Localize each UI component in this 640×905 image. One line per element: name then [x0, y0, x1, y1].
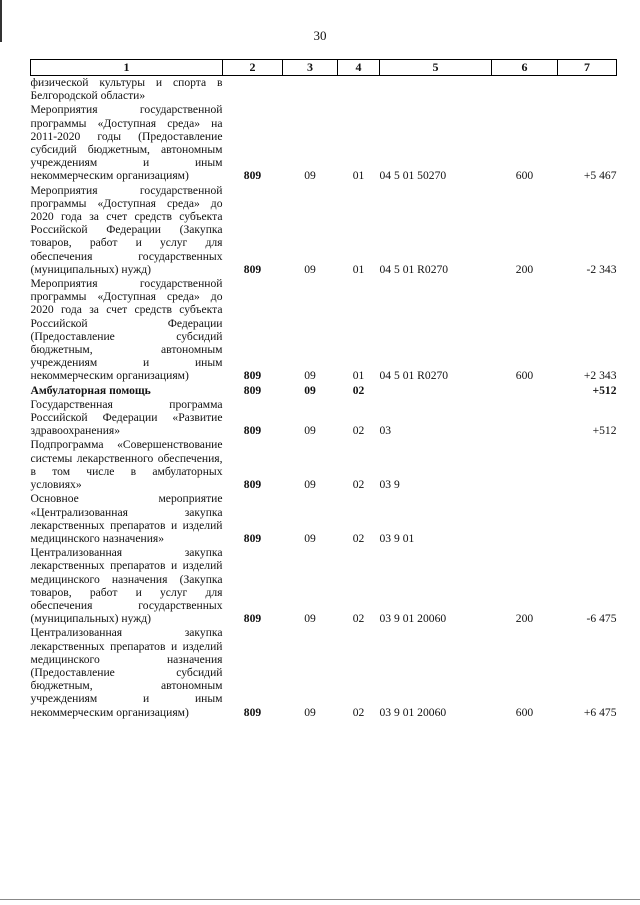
table-row	[31, 438, 617, 492]
cell-c4: 01	[352, 262, 365, 276]
cell-c3: 09	[304, 424, 316, 438]
cell-c4	[338, 76, 380, 104]
row-description: Государственная программа Российской Федерации «Развитие здравоохранения»	[30, 397, 223, 438]
cell-c6: 600	[515, 369, 534, 383]
row-description: Амбулаторная помощь	[30, 383, 151, 397]
column-header-2: 2	[223, 60, 283, 76]
cell-c4: 02	[352, 383, 365, 397]
budget-table	[30, 59, 617, 720]
row-description: Мероприятия государственной программы «Доступная среда» до 2020 года за счет средств субъекта Российской Федерации (Предоставление субсидий бюджетным, автономным учреждениям и иным некоммерческим организациям)	[30, 277, 223, 383]
table-row	[31, 184, 617, 277]
row-description: Централизованная закупка лекарственных препаратов и изделий медицинского назначения (Предоставление субсидий бюджетным, автономным учреждениям и иным некоммерческим организациям)	[30, 626, 223, 719]
cell-c2: 809	[243, 612, 262, 626]
column-header-4: 4	[338, 60, 380, 76]
bottom-edge-line	[0, 899, 640, 900]
row-description: Подпрограмма «Совершенствование системы лекарственного обеспечения, в том числе в амбулаторных условиях»	[30, 438, 223, 492]
cell-c3: 09	[304, 169, 316, 183]
cell-c6	[492, 492, 558, 546]
cell-c7: -6 475	[586, 612, 617, 626]
cell-c5	[380, 76, 492, 104]
cell-c7: -2 343	[586, 262, 617, 276]
cell-c6: 600	[515, 705, 534, 719]
cell-c7: +5 467	[583, 169, 617, 183]
cell-c4: 02	[352, 531, 365, 545]
cell-c7: +512	[592, 383, 617, 397]
table-row	[31, 76, 617, 104]
cell-c2: 809	[243, 369, 262, 383]
column-header-6: 6	[492, 60, 558, 76]
cell-c5: 03 9 01 20060	[379, 612, 447, 626]
cell-c2: 809	[243, 531, 262, 545]
table-body	[31, 76, 617, 720]
table-row	[31, 277, 617, 384]
cell-c7: +512	[592, 424, 617, 438]
page-number: 30	[313, 28, 327, 43]
cell-c5: 04 5 01 50270	[379, 169, 447, 183]
row-description: Централизованная закупка лекарственных препаратов и изделий медицинского назначения (Закупка товаров, работ и услуг для обеспечения государственных (муниципальных) нужд)	[30, 546, 223, 626]
cell-c5: 03 9 01	[379, 531, 415, 545]
cell-c6	[492, 438, 558, 492]
cell-c3: 09	[304, 612, 316, 626]
cell-c7	[558, 76, 617, 104]
cell-c3: 09	[304, 705, 316, 719]
table-row	[31, 384, 617, 398]
cell-c2: 809	[243, 424, 262, 438]
table-row	[31, 546, 617, 626]
cell-c2: 809	[243, 262, 262, 276]
column-header-3: 3	[283, 60, 338, 76]
cell-c4: 02	[352, 705, 365, 719]
cell-c5: 03 9 01 20060	[379, 705, 447, 719]
table-row	[31, 492, 617, 546]
table-row	[31, 626, 617, 719]
cell-c5: 04 5 01 R0270	[379, 262, 449, 276]
row-description: Основное мероприятие «Централизованная закупка лекарственных препаратов и изделий медицинского назначения»	[30, 492, 223, 545]
cell-c7: +6 475	[583, 705, 617, 719]
cell-c2: 809	[243, 169, 262, 183]
cell-c3	[283, 76, 338, 104]
cell-c4: 02	[352, 424, 365, 438]
cell-c4: 02	[352, 612, 365, 626]
cell-c3: 09	[304, 531, 316, 545]
table-header-row	[31, 60, 617, 76]
cell-c4: 01	[352, 369, 365, 383]
cell-c7	[558, 492, 617, 546]
cell-c6	[492, 384, 558, 398]
cell-c2: 809	[243, 705, 262, 719]
cell-c7: +2 343	[583, 369, 617, 383]
cell-c4: 02	[352, 478, 365, 492]
cell-c6: 600	[515, 169, 534, 183]
cell-c3: 09	[304, 262, 316, 276]
table-row	[31, 103, 617, 183]
cell-c6: 200	[515, 612, 534, 626]
cell-c6	[492, 398, 558, 439]
cell-c2: 809	[243, 478, 262, 492]
cell-c5: 03 9	[379, 478, 400, 492]
cell-c6: 200	[515, 262, 534, 276]
cell-c3: 09	[304, 478, 316, 492]
cell-c7	[558, 438, 617, 492]
row-description: физической культуры и спорта в Белгородской области»	[30, 76, 223, 103]
cell-c6	[492, 76, 558, 104]
column-header-5: 5	[380, 60, 492, 76]
cell-c2	[223, 76, 283, 104]
row-description: Мероприятия государственной программы «Доступная среда» на 2011-2020 годы (Предоставление субсидий бюджетным, автономным учреждениям и иным некоммерческим организациям)	[30, 103, 223, 183]
column-header-1: 1	[31, 60, 223, 76]
cell-c3: 09	[304, 369, 316, 383]
cell-c5: 03	[379, 424, 392, 438]
table-row	[31, 398, 617, 439]
row-description: Мероприятия государственной программы «Доступная среда» до 2020 года за счет средств субъекта Российской Федерации (Закупка товаров, работ и услуг для обеспечения государственных (муниципальных) нужд)	[30, 183, 223, 276]
cell-c5: 04 5 01 R0270	[379, 369, 449, 383]
column-header-7: 7	[558, 60, 617, 76]
cell-c5	[380, 384, 492, 398]
cell-c4: 01	[352, 169, 365, 183]
cell-c2: 809	[243, 383, 262, 397]
cell-c3: 09	[304, 383, 316, 397]
